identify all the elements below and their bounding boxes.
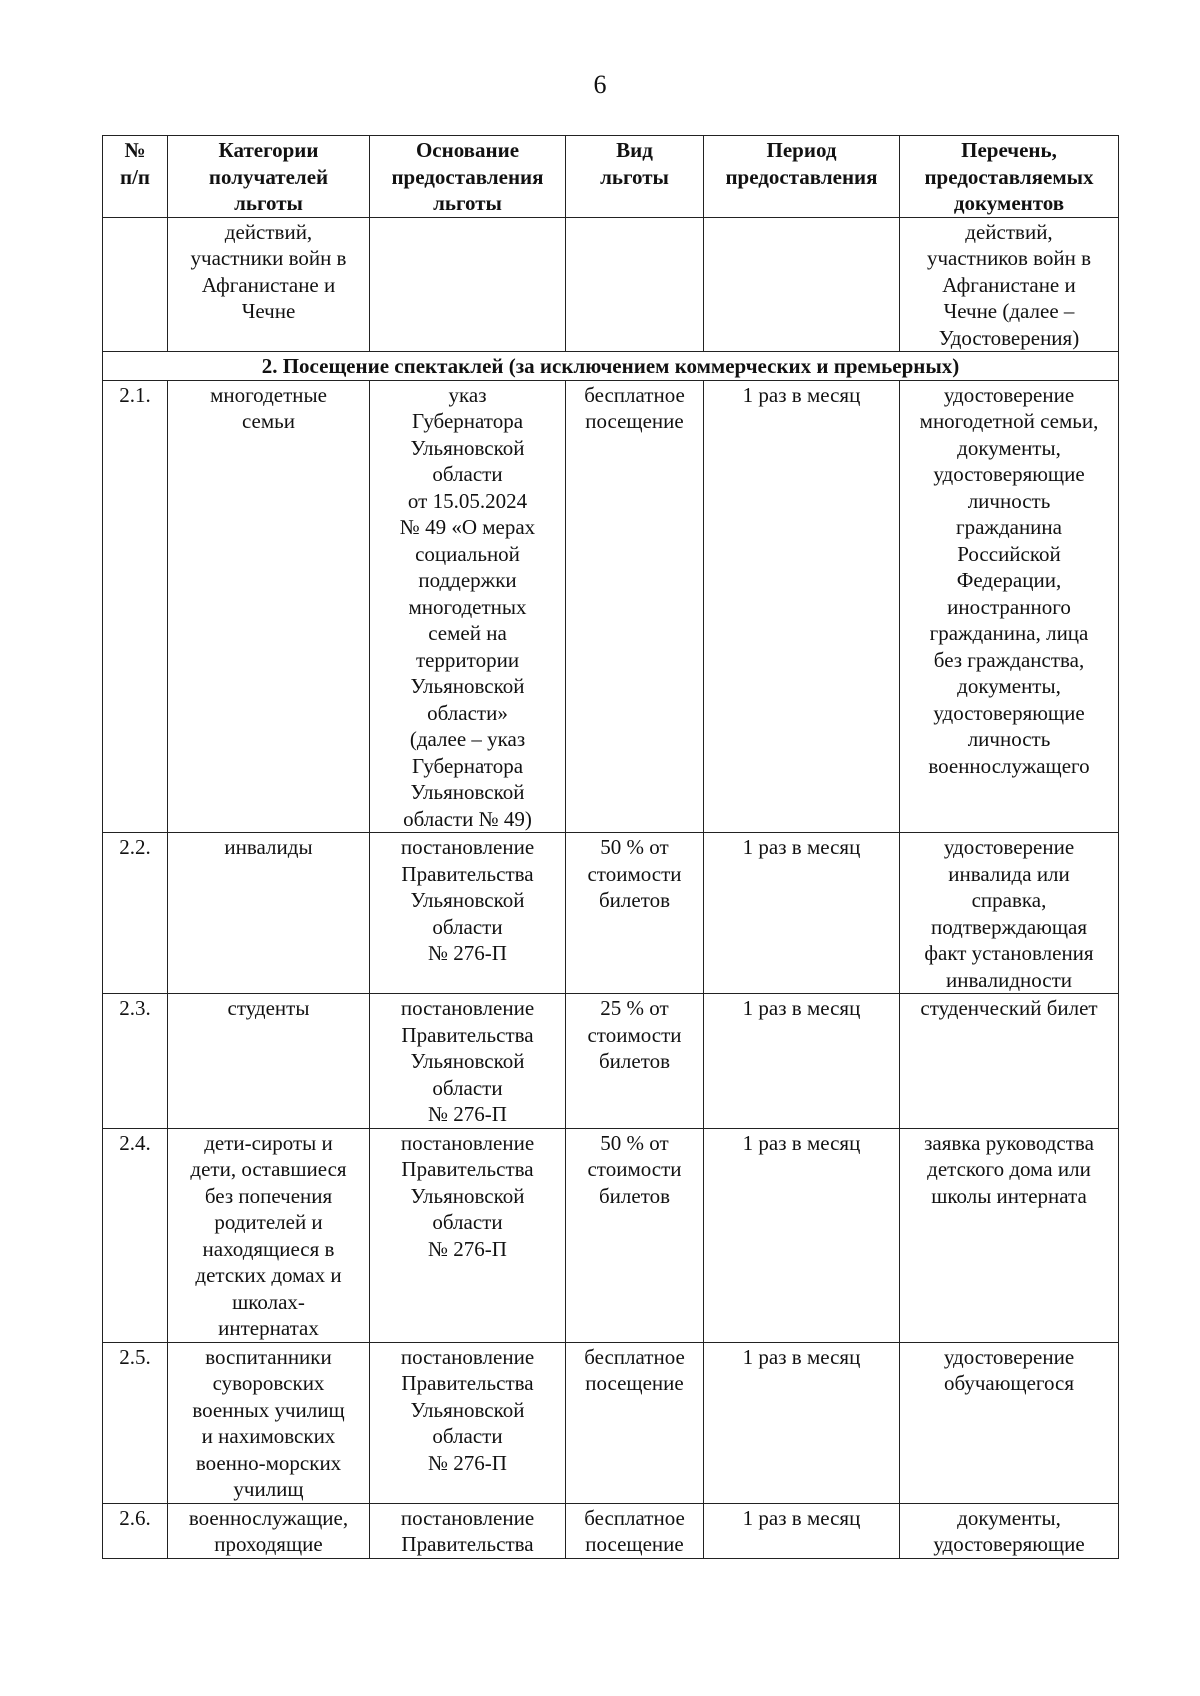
cell-number: 2.6. (103, 1503, 168, 1558)
cell-basis (370, 217, 566, 352)
cell-basis: постановление Правительства Ульяновской области № 276-П (370, 833, 566, 994)
cell-period: 1 раз в месяц (704, 380, 900, 833)
table-row (103, 1342, 1119, 1503)
cell-category: многодетные семьи (168, 380, 370, 833)
cell-number: 2.1. (103, 380, 168, 833)
cell-period: 1 раз в месяц (704, 1342, 900, 1503)
benefits-table (102, 135, 1119, 1559)
table-row (103, 1128, 1119, 1342)
cell-documents: заявка руководства детского дома или школы интерната (900, 1128, 1119, 1342)
cell-number: 2.3. (103, 994, 168, 1129)
cell-basis: постановление Правительства (370, 1503, 566, 1558)
page-number: 6 (593, 70, 607, 99)
cell-number (103, 217, 168, 352)
cell-period: 1 раз в месяц (704, 994, 900, 1129)
header-benefit-type: Вид льготы (566, 136, 704, 218)
cell-number: 2.4. (103, 1128, 168, 1342)
cell-period: 1 раз в месяц (704, 833, 900, 994)
cell-benefit-type: 50 % от стоимости билетов (566, 833, 704, 994)
header-category: Категории получателей льготы (168, 136, 370, 218)
table-row-continuation (103, 217, 1119, 352)
cell-basis: постановление Правительства Ульяновской области № 276-П (370, 1342, 566, 1503)
cell-basis: постановление Правительства Ульяновской области № 276-П (370, 1128, 566, 1342)
cell-benefit-type (566, 217, 704, 352)
cell-basis: постановление Правительства Ульяновской области № 276-П (370, 994, 566, 1129)
cell-benefit-type: 50 % от стоимости билетов (566, 1128, 704, 1342)
cell-category: студенты (168, 994, 370, 1129)
table-header-row (103, 136, 1119, 218)
cell-documents: студенческий билет (900, 994, 1119, 1129)
table-row (103, 994, 1119, 1129)
cell-category: действий, участники войн в Афганистане и Чечне (168, 217, 370, 352)
section-row (103, 352, 1119, 381)
header-basis: Основание предоставления льготы (370, 136, 566, 218)
cell-benefit-type: бесплатное посещение (566, 1342, 704, 1503)
cell-category: военнослужащие, проходящие (168, 1503, 370, 1558)
header-documents: Перечень, предоставляемых документов (900, 136, 1119, 218)
cell-basis: указ Губернатора Ульяновской области от 15.05.2024 № 49 «О мерах социальной поддержки многодетных семей на территории Ульяновской области» (далее – указ Губернатора Ульяновской области № 49) (370, 380, 566, 833)
cell-period: 1 раз в месяц (704, 1503, 900, 1558)
cell-category: воспитанники суворовских военных училищ и нахимовских военно-морских училищ (168, 1342, 370, 1503)
cell-category: инвалиды (168, 833, 370, 994)
table-row (103, 380, 1119, 833)
header-period: Период предоставления (704, 136, 900, 218)
table-row (103, 1503, 1119, 1558)
cell-benefit-type: бесплатное посещение (566, 1503, 704, 1558)
cell-documents: удостоверение обучающегося (900, 1342, 1119, 1503)
cell-documents: удостоверение многодетной семьи, документы, удостоверяющие личность гражданина Российской Федерации, иностранного гражданина, лица без гражданства, документы, удостоверяющие личность военнослужащего (900, 380, 1119, 833)
cell-benefit-type: бесплатное посещение (566, 380, 704, 833)
cell-number: 2.2. (103, 833, 168, 994)
cell-number: 2.5. (103, 1342, 168, 1503)
section-title: 2. Посещение спектаклей (за исключением коммерческих и премьерных) (103, 352, 1119, 381)
cell-documents: документы, удостоверяющие (900, 1503, 1119, 1558)
table-row (103, 833, 1119, 994)
cell-period (704, 217, 900, 352)
cell-category: дети-сироты и дети, оставшиеся без попечения родителей и находящиеся в детских домах и школах- интернатах (168, 1128, 370, 1342)
cell-documents: действий, участников войн в Афганистане и Чечне (далее – Удостоверения) (900, 217, 1119, 352)
header-number: № п/п (103, 136, 168, 218)
cell-documents: удостоверение инвалида или справка, подтверждающая факт установления инвалидности (900, 833, 1119, 994)
cell-period: 1 раз в месяц (704, 1128, 900, 1342)
cell-benefit-type: 25 % от стоимости билетов (566, 994, 704, 1129)
